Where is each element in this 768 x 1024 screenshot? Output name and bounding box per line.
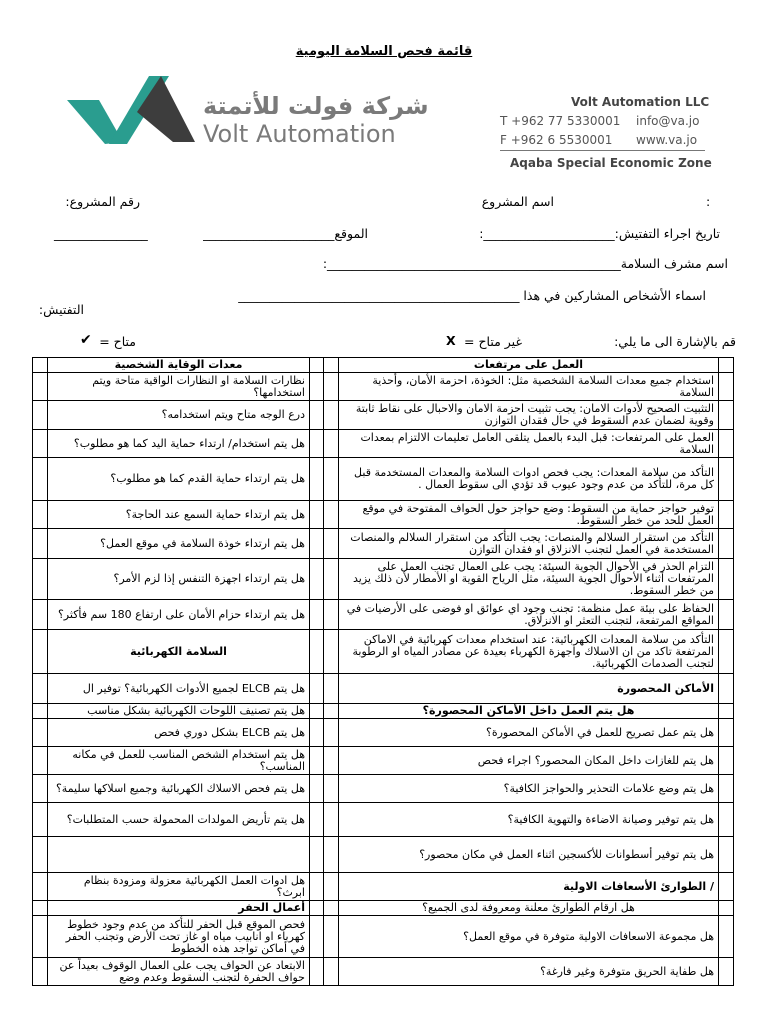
checkbox-cell[interactable] [719,719,734,747]
checklist-item-left: هل مجموعة الاسعافات الاولية متوفرة في موقع العمل؟ [339,916,719,958]
checklist-item-right: هل يتم تأريض المولدات المحمولة حسب المتطلبات؟ [48,803,310,837]
checkbox-cell[interactable] [324,873,339,901]
table-row [33,559,734,600]
table-row [33,529,734,559]
checklist-item-left: هل ارقام الطوارئ معلنة ومعروفة لدى الجميع؟ [339,901,719,916]
checkbox-cell[interactable] [324,458,339,501]
checklist-item-right: هل ادوات العمل الكهربائية معزولة ومزودة بنظام ابرث؟ [48,873,310,901]
checkbox-cell[interactable] [33,559,48,600]
checkbox-cell[interactable] [324,674,339,704]
location-extra-blank[interactable]: _______________ [54,226,148,241]
table-row [33,704,734,719]
checkbox-cell[interactable] [33,401,48,430]
checkbox-cell[interactable] [719,901,734,916]
checkbox-cell[interactable] [719,630,734,674]
checkbox-cell[interactable] [324,747,339,775]
checklist-item-left: هل يتم عمل تصريح للعمل في الأماكن المحصورة؟ [339,719,719,747]
table-row [33,501,734,529]
safety-supervisor-field[interactable]: اسم مشرف السلامة_______________________________________________: [322,256,728,271]
checkbox-cell[interactable] [310,600,324,630]
table-row [33,630,734,674]
checkbox-cell[interactable] [33,529,48,559]
table-row [33,458,734,501]
checkbox-cell[interactable] [33,747,48,775]
checklist-item-right: هل يتم ارتداء اجهزة التنفس إذا لزم الأمر؟ [48,559,310,600]
checkbox-cell[interactable] [33,837,48,873]
checkbox-cell[interactable] [324,719,339,747]
checklist-item-right: هل يتم استخدام الشخص المناسب للعمل في مكانه المناسب؟ [48,747,310,775]
checklist-item-right: الابتعاد عن الحواف يجب على العمال الوقوف بعيداً عن حواف الحفرة لتجنب السقوط وعدم وضع [48,958,310,986]
section-header-ppe: معدات الوقاية الشخصية [48,358,310,373]
checkbox-cell[interactable] [324,430,339,458]
checklist-item-right [48,837,310,873]
checkbox-cell[interactable] [719,430,734,458]
checkbox-cell[interactable] [324,600,339,630]
checkbox-cell[interactable] [324,901,339,916]
checkbox-cell[interactable] [33,674,48,704]
checkbox-cell[interactable] [310,916,324,958]
checkbox-cell[interactable] [324,373,339,401]
checkbox-cell[interactable] [33,958,48,986]
inspection-label: التفتيش: [38,302,84,317]
checkbox-cell[interactable] [324,916,339,958]
checklist-item-left: الحفاظ على بيئة عمل منظمة: تجنب وجود اي عوائق او فوضى على الأرضيات في المواقع المرتفعة، لتجنب التعثر او الانزلاق. [339,600,719,630]
checkbox-cell[interactable] [719,916,734,958]
inspection-date-field[interactable]: تاريخ اجراء التفتيش:_____________________: [479,226,720,241]
checkbox-cell[interactable] [310,674,324,704]
safety-checklist-table [32,357,734,986]
checkbox-cell[interactable] [324,529,339,559]
checkbox-cell[interactable] [719,674,734,704]
checklist-item-left: التأكد من سلامة المعدات: يجب فحص ادوات السلامة والمعدات المستخدمة قبل كل مرة، للتأكد من عدم وجود عيوب قد تؤدي الى سقوط العمال . [339,458,719,501]
checkbox-cell[interactable] [324,704,339,719]
checklist-item-right: السلامة الكهربائية [48,630,310,674]
checklist-item-left: العمل على المرتفعات: قبل البدء بالعمل يتلقى العامل تعليمات الالتزام بمعدات السلامة [339,430,719,458]
checkbox-cell[interactable] [33,873,48,901]
checkbox-cell[interactable] [324,559,339,600]
checklist-item-left: هل يتم توفير أسطوانات للأكسجين اثناء العمل في مكان محصور؟ [339,837,719,873]
checkbox-cell[interactable] [324,837,339,873]
email-address: info@va.jo [636,114,700,128]
checkbox-cell[interactable] [719,704,734,719]
checkbox-cell[interactable] [310,958,324,986]
checkbox-cell[interactable] [310,873,324,901]
checkbox-cell[interactable] [719,837,734,873]
checkbox-cell[interactable] [310,837,324,873]
checkbox-cell[interactable] [33,600,48,630]
project-name-label: اسم المشروع [481,194,554,209]
table-row [33,873,734,901]
checkbox-cell[interactable] [719,458,734,501]
checkbox-cell[interactable] [324,958,339,986]
checkbox-cell[interactable] [33,704,48,719]
checklist-item-right: هل يتم ارتداء حماية السمع عند الحاجة؟ [48,501,310,529]
checklist-item-left: التأكد من استقرار السلالم والمنصات: يجب التأكد من استقرار السلالم والمنصات المستخدمة في العمل لتجنب الانزلاق او فقدان التوازن [339,529,719,559]
table-row [33,401,734,430]
checkbox-cell[interactable] [310,529,324,559]
not-available-mark: X [446,333,456,348]
checkbox-cell[interactable] [719,559,734,600]
contact-divider [500,150,705,151]
page-title: قائمة فحص السلامة اليومية [295,44,473,59]
checkbox-cell[interactable] [310,901,324,916]
checkbox-cell[interactable] [310,747,324,775]
checkbox-cell[interactable] [310,501,324,529]
checkbox-cell[interactable] [33,901,48,916]
checklist-item-right: هل يتم ELCB بشكل دوري فحص [48,719,310,747]
checkbox-cell[interactable] [324,630,339,674]
checkbox-cell[interactable] [310,803,324,837]
table-row [33,837,734,873]
checklist-item-left: توفير حواجز حماية من السقوط: وضع حواجز حول الحواف المفتوحة في موقع العمل للحد من خطر السقوط. [339,501,719,529]
checklist-item-left: استخدام جميع معدات السلامة الشخصية مثل: الخوذة، احزمة الأمان، وأحذية السلامة [339,373,719,401]
checklist-item-left: / الطوارئ الأسعافات الاولية [339,873,719,901]
checkbox-cell[interactable] [324,803,339,837]
checkbox-cell[interactable] [719,747,734,775]
checkbox-cell[interactable] [324,501,339,529]
checkbox-cell[interactable] [33,358,48,373]
phone-number: T +962 77 5330001 [500,114,621,128]
checkbox-cell[interactable] [310,719,324,747]
checkbox-cell[interactable] [324,775,339,803]
checkbox-cell[interactable] [310,458,324,501]
table-row [33,600,734,630]
checklist-item-left: هل يتم توفير وصيانة الاضاءة والتهوية الكافية؟ [339,803,719,837]
checklist-item-right: هل يتم فحص الاسلاك الكهربائية وجميع اسلاكها سليمة؟ [48,775,310,803]
checklist-item-right: درع الوجه متاح ويتم استخدامه؟ [48,401,310,430]
table-row [33,775,734,803]
table-header-row [33,358,734,373]
checkbox-cell[interactable] [310,430,324,458]
checklist-item-left: هل يتم للغازات داخل المكان المحصور؟ اجراء فحص [339,747,719,775]
checkbox-cell[interactable] [33,373,48,401]
checkbox-cell[interactable] [324,358,339,373]
table-row [33,901,734,916]
section-header-work-at-height: العمل على مرتفعات [339,358,719,373]
project-name-colon: : [706,194,711,209]
table-row [33,958,734,986]
checklist-item-right: هل يتم ارتداء خوذة السلامة في موقع العمل؟ [48,529,310,559]
table-row [33,373,734,401]
checkbox-cell[interactable] [310,704,324,719]
available-label: متاح = [99,334,136,349]
table-row [33,430,734,458]
checklist-item-left: التأكد من سلامة المعدات الكهربائية: عند استخدام معدات كهربائية في الاماكن المرتفعة تاكد من ان الاسلاك واجهزة الكهرباء بعيدة عن مصادر المياه او الرطوبة لتجنب الصدمات الكهربائية. [339,630,719,674]
checkbox-cell[interactable] [33,916,48,958]
checkbox-cell[interactable] [719,529,734,559]
checkbox-cell[interactable] [719,501,734,529]
checkbox-cell[interactable] [33,501,48,529]
table-row [33,916,734,958]
company-english-name: Volt Automation [203,120,396,148]
checkbox-cell[interactable] [324,401,339,430]
table-row [33,747,734,775]
not-available-label: غير متاح = [464,334,522,349]
checkbox-cell[interactable] [719,358,734,373]
checklist-item-left: هل طفاية الحريق متوفرة وغير فارغة؟ [339,958,719,986]
instruction-label: قم بالإشارة الى ما يلي: [614,334,736,349]
checkbox-cell[interactable] [310,630,324,674]
checklist-item-right: هل يتم ارتداء حزام الأمان على ارتفاع 180 سم فأكثر؟ [48,600,310,630]
project-number-label: رقم المشروع: [65,194,140,209]
checkbox-cell[interactable] [310,775,324,803]
table-row [33,719,734,747]
checkbox-cell[interactable] [719,775,734,803]
checklist-item-right: نظارات السلامة او النظارات الواقية متاحة ويتم استخدامها؟ [48,373,310,401]
checkbox-cell[interactable] [719,958,734,986]
checklist-item-left: الأماكن المحصورة [339,674,719,704]
website: www.va.jo [636,133,698,147]
zone-name: Aqaba Special Economic Zone [510,156,712,170]
checklist-item-left: التزام الحذر في الأحوال الجوية السيئة: يجب على العمال تجنب العمل على المرتفعات أثناء الأحوال الجوية السيئة، مثل الرياح القوية او الأمطار لأن ذلك يزيد من خطر السقوط. [339,559,719,600]
checkbox-cell[interactable] [33,803,48,837]
company-legal-name: Volt Automation LLC [571,95,710,109]
participants-field[interactable]: اسماء الأشخاص المشاركين في هذا _____________________________________________ [238,288,706,303]
checkbox-cell[interactable] [719,803,734,837]
checkmark-icon: ✔ [80,332,92,348]
checkbox-cell[interactable] [310,358,324,373]
checklist-item-right: هل يتم ELCB لجميع الأدوات الكهربائية؟ توفير ال [48,674,310,704]
checklist-item-right: أعمال الحفر [48,901,310,916]
checkbox-cell[interactable] [310,373,324,401]
checkbox-cell[interactable] [719,600,734,630]
checkbox-cell[interactable] [33,458,48,501]
checkbox-cell[interactable] [310,401,324,430]
checkbox-cell[interactable] [33,630,48,674]
checklist-item-left: التثبيت الصحيح لأدوات الامان: يجب تثبيت احزمة الامان والاحبال على نقاط ثابتة وقوية لضمان عدم السقوط في حال فقدان التوازن [339,401,719,430]
table-row [33,803,734,837]
checklist-item-left: هل يتم العمل داخل الأماكن المحصورة؟ [339,704,719,719]
company-arabic-name: شركة فولت للأتمتة [203,92,429,120]
checkbox-cell[interactable] [33,775,48,803]
checkbox-cell[interactable] [719,873,734,901]
checklist-item-right: فحص الموقع قبل الحفر للتأكد من عدم وجود خطوط كهرباء او انابيب مياه او غاز تحت الأرض وتجنب الحفر في أماكن تواجد هذه الخطوط [48,916,310,958]
checkbox-cell[interactable] [33,430,48,458]
checklist-item-right: هل يتم تصنيف اللوحات الكهربائية بشكل مناسب [48,704,310,719]
table-row [33,674,734,704]
checkbox-cell[interactable] [719,373,734,401]
fax-number: F +962 6 5530001 [500,133,613,147]
checklist-item-right: هل يتم استخدام/ ارتداء حماية اليد كما هو مطلوب؟ [48,430,310,458]
checkbox-cell[interactable] [33,719,48,747]
volt-logo-icon [65,72,200,152]
checkbox-cell[interactable] [719,401,734,430]
checklist-item-left: هل يتم وضع علامات التحذير والحواجز الكافية؟ [339,775,719,803]
location-field[interactable]: الموقع_____________________ [203,226,368,241]
checklist-item-right: هل يتم ارتداء حماية القدم كما هو مطلوب؟ [48,458,310,501]
checkbox-cell[interactable] [310,559,324,600]
